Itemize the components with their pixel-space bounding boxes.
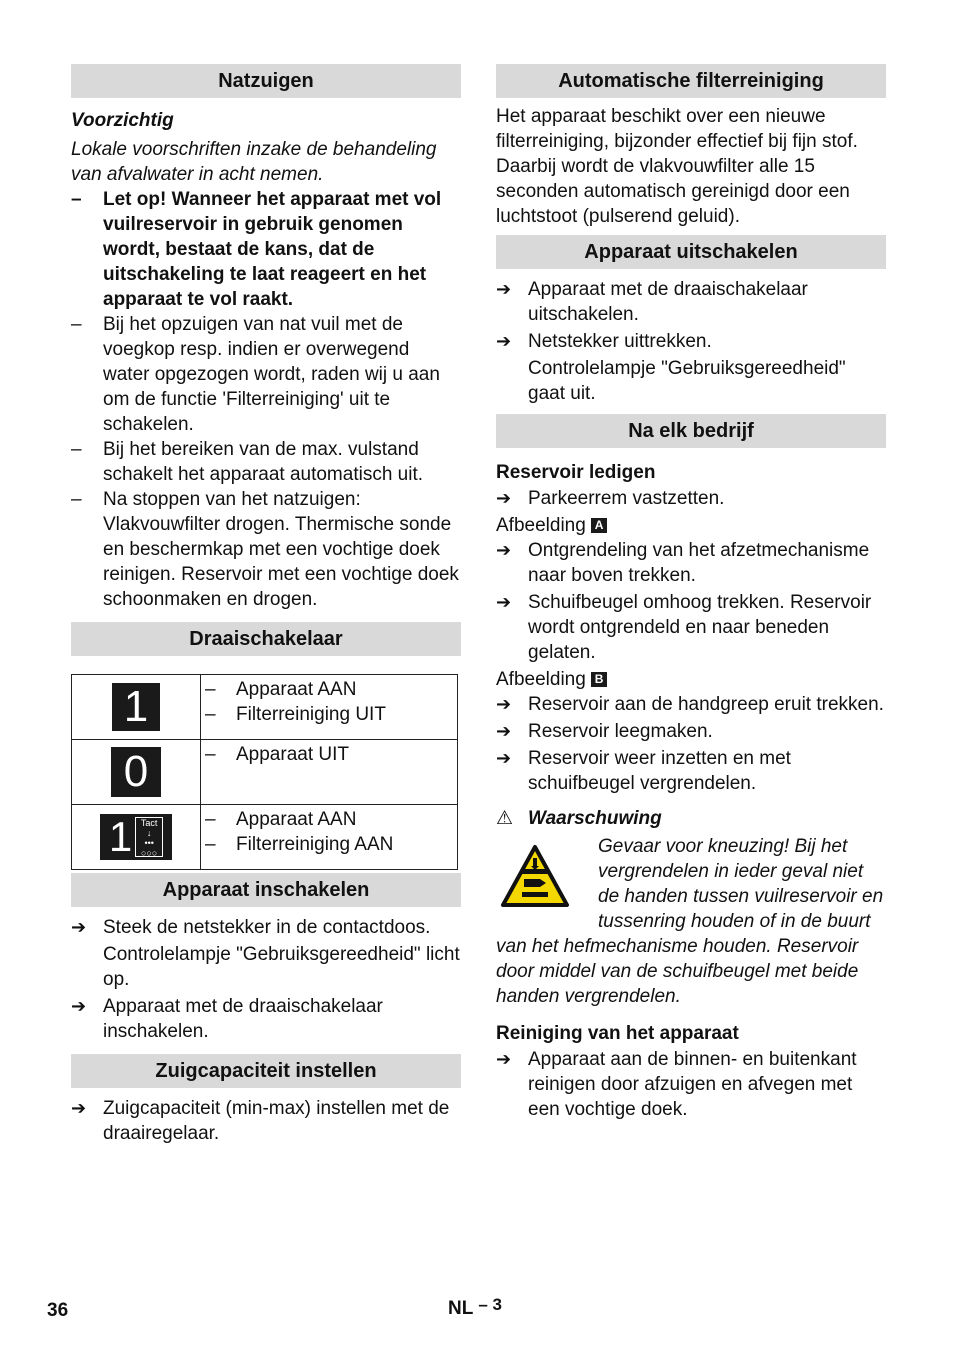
figure-letter-b: B <box>591 672 607 687</box>
section-title-zuigcapaciteit: Zuigcapaciteit instellen <box>71 1054 461 1088</box>
caution-title: Voorzichtig <box>71 110 174 131</box>
bullet-item: – Bij het opzuigen van nat vuil met de voegkop resp. indien er overwegend water opgezogen wordt, raden wij u aan om de functie 'Filterreiniging' uit te schakelen. <box>71 312 461 437</box>
step-item: ➔ Parkeerrem vastzetten. <box>496 486 886 511</box>
caution-text: Lokale voorschriften inzake de behandeling van afvalwater in acht nemen. <box>71 139 437 185</box>
step-item: ➔ Reservoir leegmaken. <box>496 719 886 744</box>
left-column <box>71 64 461 1146</box>
switch-position-icon: 1 <box>72 675 201 740</box>
subheading: Reiniging van het apparaat <box>496 1023 739 1044</box>
section-title-draaischakelaar: Draaischakelaar <box>71 622 461 656</box>
step-item: ➔ Steek de netstekker in de contactdoos. <box>71 915 461 940</box>
switch-item: – Apparaat UIT <box>205 742 453 767</box>
bullet-item: – Bij het bereiken van de max. vulstand schakelt het apparaat automatisch uit. <box>71 437 461 487</box>
tact-icon: 1 Tact ↓ ••• ○○○ <box>72 805 201 870</box>
step-item: ➔ Reservoir aan de handgreep eruit trekken. <box>496 692 886 717</box>
step-item: ➔ Apparaat aan de binnen- en buitenkant reinigen door afzuigen en afvegen met een vochtige doek. <box>496 1047 886 1122</box>
figure-ref-b: Afbeelding B <box>496 667 886 692</box>
warning-heading: ⚠ Waarschuwing <box>496 808 662 829</box>
note-text: Controlelampje "Gebruiksgereedheid" licht op. <box>103 944 460 990</box>
switch-item: – Apparaat AAN <box>205 677 453 702</box>
bullet-item: – Na stoppen van het natzuigen: Vlakvouwfilter drogen. Thermische sonde en beschermkap met een vochtige doek reinigen. Reservoir met een vochtige doek schoonmaken en drogen. <box>71 487 461 612</box>
section-title-inschakelen: Apparaat inschakelen <box>71 873 461 907</box>
warning-text: Gevaar voor kneuzing! Bij het vergrendelen in ieder geval niet de handen tussen vuilreservoir en tussenring houden of in de buurt van het hefmechanisme houden. Reservoir door middel van de schuifbeugel met beide handen vergrendelen. <box>496 836 884 1007</box>
switch-item: – Filterreiniging AAN <box>205 832 453 857</box>
note-text: Controlelampje "Gebruiksgereedheid" gaat uit. <box>528 358 846 404</box>
step-item: ➔ Ontgrendeling van het afzetmechanisme naar boven trekken. <box>496 538 886 588</box>
step-item: ➔ Apparaat met de draaischakelaar inschakelen. <box>71 994 461 1044</box>
step-item: ➔ Apparaat met de draaischakelaar uitschakelen. <box>496 277 886 327</box>
step-item: ➔ Zuigcapaciteit (min-max) instellen met de draairegelaar. <box>71 1096 461 1146</box>
step-item: ➔ Schuifbeugel omhoog trekken. Reservoir wordt ontgrendeld en naar beneden gelaten. <box>496 590 886 665</box>
paragraph: Het apparaat beschikt over een nieuwe filterreiniging, bijzonder effectief bij fijn stof. Daarbij wordt de vlakvouwfilter alle 15 seconden automatisch gereinigd door een luchtstoot (pulserend geluid). <box>496 106 858 227</box>
page-footer-label: NL – 3 <box>448 1295 502 1319</box>
warning-triangle-icon: ⚠ <box>496 808 514 829</box>
switch-item: – Apparaat AAN <box>205 807 453 832</box>
switch-position-icon: 0 <box>72 740 201 805</box>
right-column <box>496 64 886 1122</box>
subheading: Reservoir ledigen <box>496 462 656 483</box>
page-number: 36 <box>47 1300 69 1321</box>
warning-block <box>496 834 886 1009</box>
section-title-filterreiniging: Automatische filterreiniging <box>496 64 886 98</box>
hand-crush-warning-icon <box>500 844 570 908</box>
section-title-uitschakelen: Apparaat uitschakelen <box>496 235 886 269</box>
section-title-natzuigen: Natzuigen <box>71 64 461 98</box>
figure-letter-a: A <box>591 518 607 533</box>
step-item: ➔ Netstekker uittrekken. <box>496 329 886 354</box>
step-item: ➔ Reservoir weer inzetten en met schuifbeugel vergrendelen. <box>496 746 886 796</box>
switch-item: – Filterreiniging UIT <box>205 702 453 727</box>
table-row <box>72 740 458 805</box>
bullet-item: – Let op! Wanneer het apparaat met vol vuilreservoir in gebruik genomen wordt, bestaat de kans, dat de uitschakeling te laat reageert en het apparaat te vol raakt. <box>71 187 461 312</box>
figure-ref-a: Afbeelding A <box>496 513 886 538</box>
table-row <box>72 805 458 870</box>
table-row <box>72 675 458 740</box>
section-title-na-elk-bedrijf: Na elk bedrijf <box>496 414 886 448</box>
switch-table <box>71 674 458 870</box>
